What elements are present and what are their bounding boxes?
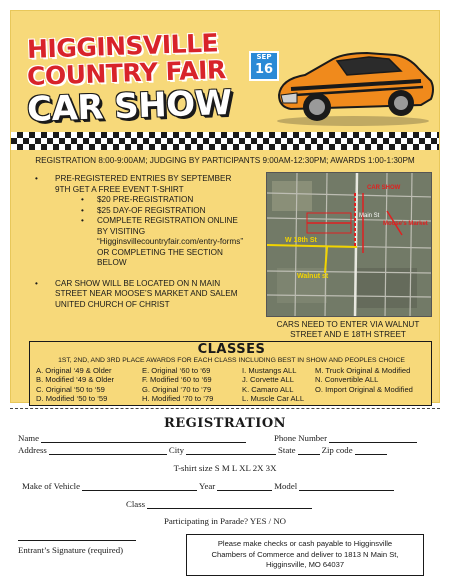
name-label: Name — [18, 433, 40, 443]
muscle-car-illustration — [271, 33, 436, 128]
online-text-e: BELOW — [97, 258, 127, 267]
year-label: Year — [198, 481, 216, 491]
flyer-header — [10, 10, 440, 403]
classes-subtitle: 1ST, 2ND, AND 3RD PLACE AWARDS FOR EACH CLASS INCLUDING BEST IN SHOW AND PEOPLES CHOICE — [58, 357, 405, 364]
phone-label: Phone Number — [274, 433, 328, 443]
online-text-d: OR COMPLETING THE SECTION — [97, 247, 223, 257]
zip-field[interactable] — [355, 447, 387, 455]
list-item — [27, 174, 259, 195]
class-item: C. Original ‘50 to ‘59 — [36, 384, 105, 394]
price-day-of: $25 DAY-OF REGISTRATION — [97, 205, 206, 215]
class-item: O. Import Original & Modified — [315, 384, 413, 394]
phone-field[interactable] — [329, 435, 417, 443]
name-row — [18, 433, 248, 443]
location-text-a: CAR SHOW WILL BE LOCATED ON N MAIN — [55, 278, 221, 288]
online-url: “Higginsvillecountryfair.com/entry-forms” — [97, 237, 244, 246]
make-field[interactable] — [82, 483, 197, 491]
signature-label: Entrant’s Signature (required) — [18, 545, 124, 555]
info-bullets — [27, 174, 259, 310]
parade-question[interactable]: Participating in Parade? YES / NO — [163, 516, 287, 526]
event-schedule: REGISTRATION 8:00-9:00AM; JUDGING BY PARTICIPANTS 9:00AM-12:30PM; AWARDS 1:00-1:30PM — [35, 156, 415, 165]
city-field[interactable] — [186, 447, 276, 455]
checkered-banner — [11, 132, 439, 150]
class-item: G. Original ‘70 to ‘79 — [142, 384, 212, 394]
class-item: H. Modified ‘70 to ‘79 — [142, 394, 214, 404]
class-column-4 — [315, 366, 413, 394]
signature-field[interactable] — [18, 540, 136, 541]
payment-line-2: Chambers of Commerce and deliver to 1813 N Main St, — [211, 549, 399, 559]
list-item — [27, 195, 259, 206]
class-label: Class — [126, 499, 146, 509]
class-item: M. Truck Original & Modified — [315, 366, 411, 375]
name-field[interactable] — [41, 435, 246, 443]
location-map — [266, 172, 432, 317]
class-item: K. Camaro ALL — [242, 384, 294, 394]
classes-title: CLASSES — [197, 342, 266, 357]
vehicle-row — [22, 481, 396, 491]
map-label-main: Main St — [359, 213, 380, 219]
map-label-start: CAR SHOW — [367, 185, 401, 191]
class-row — [126, 499, 314, 509]
class-item: D. Modified ‘50 to ‘59 — [36, 394, 108, 404]
model-label: Model — [274, 481, 298, 491]
registration-title: REGISTRATION — [163, 416, 287, 431]
class-item: B. Modified ‘49 & Older — [36, 375, 115, 385]
map-label-moose: Moose's Market — [383, 221, 428, 227]
class-item: L. Muscle Car ALL — [242, 394, 305, 404]
class-item: N. Convertible ALL — [315, 375, 379, 385]
class-item: J. Corvette ALL — [242, 375, 294, 385]
class-item: F. Modified ‘60 to ‘69 — [142, 375, 212, 385]
date-month: SEP — [256, 53, 272, 61]
preregister-text-a: PRE-REGISTERED ENTRIES BY SEPTEMBER — [55, 174, 232, 183]
map-label-w18: W 18th St — [285, 237, 317, 244]
address-row — [18, 445, 389, 455]
map-graphic — [267, 173, 432, 317]
classes-box — [29, 341, 432, 406]
address-field[interactable] — [49, 447, 167, 455]
location-text-c: UNITED CHURCH OF CHRIST — [55, 299, 170, 309]
state-field[interactable] — [298, 447, 320, 455]
preregister-text-b: 9TH GET A FREE EVENT T-SHIRT — [55, 184, 184, 194]
class-column-1 — [36, 366, 114, 404]
cut-line — [10, 408, 440, 409]
payment-line-1: Please make checks or cash payable to Higginsville — [217, 539, 393, 548]
payment-line-3: Higginsville, MO 64037 — [265, 560, 345, 569]
address-label: Address — [18, 445, 47, 455]
logo-line-2: COUNTRY FAIR — [26, 55, 227, 92]
list-item — [27, 279, 259, 311]
class-item: A. Original ‘49 & Older — [36, 366, 112, 375]
phone-row — [274, 433, 419, 443]
map-caption-b: STREET AND E 18TH STREET — [290, 330, 406, 339]
class-column-3 — [242, 366, 304, 404]
list-item — [27, 206, 259, 217]
city-label: City — [168, 445, 184, 455]
logo-line-3: CAR SHOW — [26, 82, 233, 131]
tshirt-size-options[interactable]: T-shirt size S M L XL 2X 3X — [173, 463, 277, 473]
map-caption-a: CARS NEED TO ENTER VIA WALNUT — [276, 320, 420, 329]
class-field[interactable] — [147, 501, 312, 509]
logo-line-1: HIGGINSVILLE — [26, 28, 219, 65]
list-item — [27, 216, 259, 269]
map-label-walnut: Walnut st — [297, 273, 329, 280]
make-label: Make of Vehicle — [22, 481, 80, 491]
zip-label: Zip code — [321, 445, 353, 455]
model-field[interactable] — [299, 483, 394, 491]
event-logo — [26, 28, 257, 131]
online-text-a: • COMPLETE REGISTRATION ONLINE — [97, 216, 238, 225]
map-caption — [255, 320, 441, 340]
price-pre: $20 PRE-REGISTRATION — [97, 195, 194, 204]
class-item: E. Original ‘60 to ‘69 — [142, 366, 211, 375]
payment-instructions — [186, 534, 424, 576]
online-text-b: BY VISITING — [97, 226, 146, 236]
location-text-b: STREET NEAR MOOSE’S MARKET AND SALEM — [55, 289, 238, 298]
state-label: State — [278, 445, 296, 455]
class-column-2 — [142, 366, 213, 404]
year-field[interactable] — [217, 483, 272, 491]
date-day: 16 — [254, 62, 274, 77]
class-item: I. Mustangs ALL — [242, 366, 297, 375]
